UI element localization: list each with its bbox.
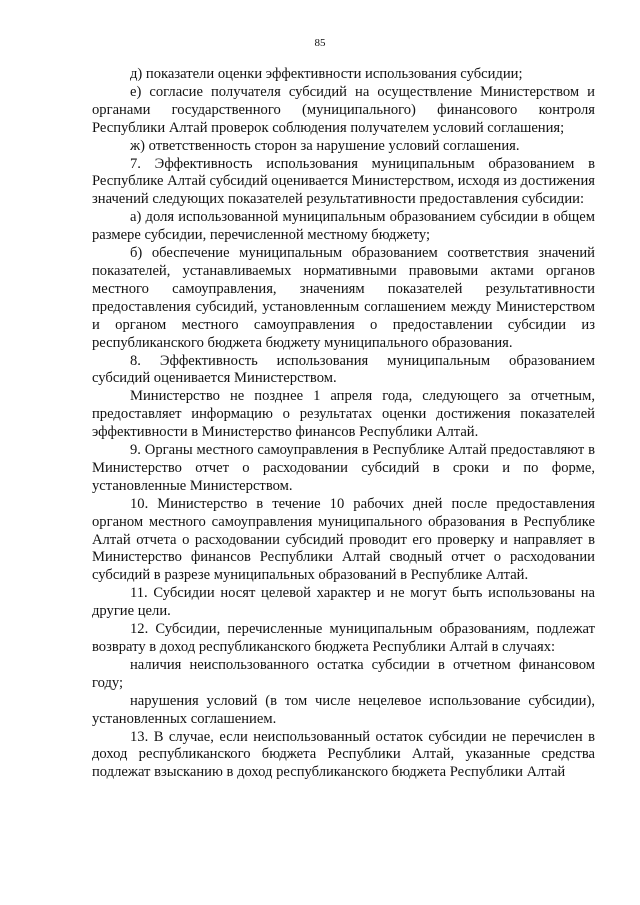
page-number: 85 [314,37,326,49]
paragraph: 11. Субсидии носят целевой характер и не могут быть использованы на другие цели. [92,585,595,620]
paragraph: 12. Субсидии, перечисленные муниципальным образованиям, подлежат возврату в доход республиканского бюджета Республики Алтай в случаях: [92,621,595,655]
paragraph: 7. Эффективность использования муниципальным образованием в Республике Алтай субсидий оценивается Министерством, исходя из достижения значений следующих показателей результативности предоставления субсидии: [92,155,595,208]
paragraph: наличия неиспользованного остатка субсидии в отчетном финансовом году; [92,656,595,691]
paragraph: 9. Органы местного самоуправления в Республике Алтай предоставляют в Министерство отчет о расходовании субсидий в сроки и по форме, установленные Министерством. [92,442,595,494]
document-body [92,66,595,782]
paragraph: нарушения условий (в том числе нецелевое использование субсидии), установленных соглашением. [92,692,595,727]
paragraph: 10. Министерство в течение 10 рабочих дней после предоставления органом местного самоуправления муниципального образования в Республике Алтай отчета о расходовании субсидий проводит его проверку и направляет в Министерство финансов Республики Алтай сводный отчет о расходовании субсидий в разрезе муниципальных образований в Республике Алтай. [92,495,595,584]
paragraph: 8. Эффективность использования муниципальным образованием субсидий оценивается Министерством. [92,352,595,387]
paragraph: а) доля использованной муниципальным образованием субсидии в общем размере субсидии, перечисленной местному бюджету; [92,209,595,244]
paragraph: Министерство не позднее 1 апреля года, следующего за отчетным, предоставляет информацию о результатах оценки достижения показателей эффективности в Министерство финансов Республики Алтай. [92,388,595,441]
paragraph: ж) ответственность сторон за нарушение условий соглашения. [130,137,520,154]
paragraph: б) обеспечение муниципальным образованием соответствия значений показателей, устанавливаемых нормативными правовыми актами органов местного самоуправления, значениям показателей результативности предоставления субсидий, установленным соглашением между Министерством и органом местного самоуправления о предоставлении субсидии из республиканского бюджета бюджету муниципального образования. [92,245,595,351]
paragraph: 13. В случае, если неиспользованный остаток субсидии не перечислен в доход республиканского бюджета Республики Алтай, указанные средства подлежат взысканию в доход республиканского бюджета Республики Алтай [92,728,595,781]
paragraph: е) согласие получателя субсидий на осуществление Министерством и органами государственного (муниципального) финансового контроля Республики Алтай проверок соблюдения получателем условий соглашения; [92,83,595,136]
paragraph: д) показатели оценки эффективности использования субсидии; [130,66,523,82]
